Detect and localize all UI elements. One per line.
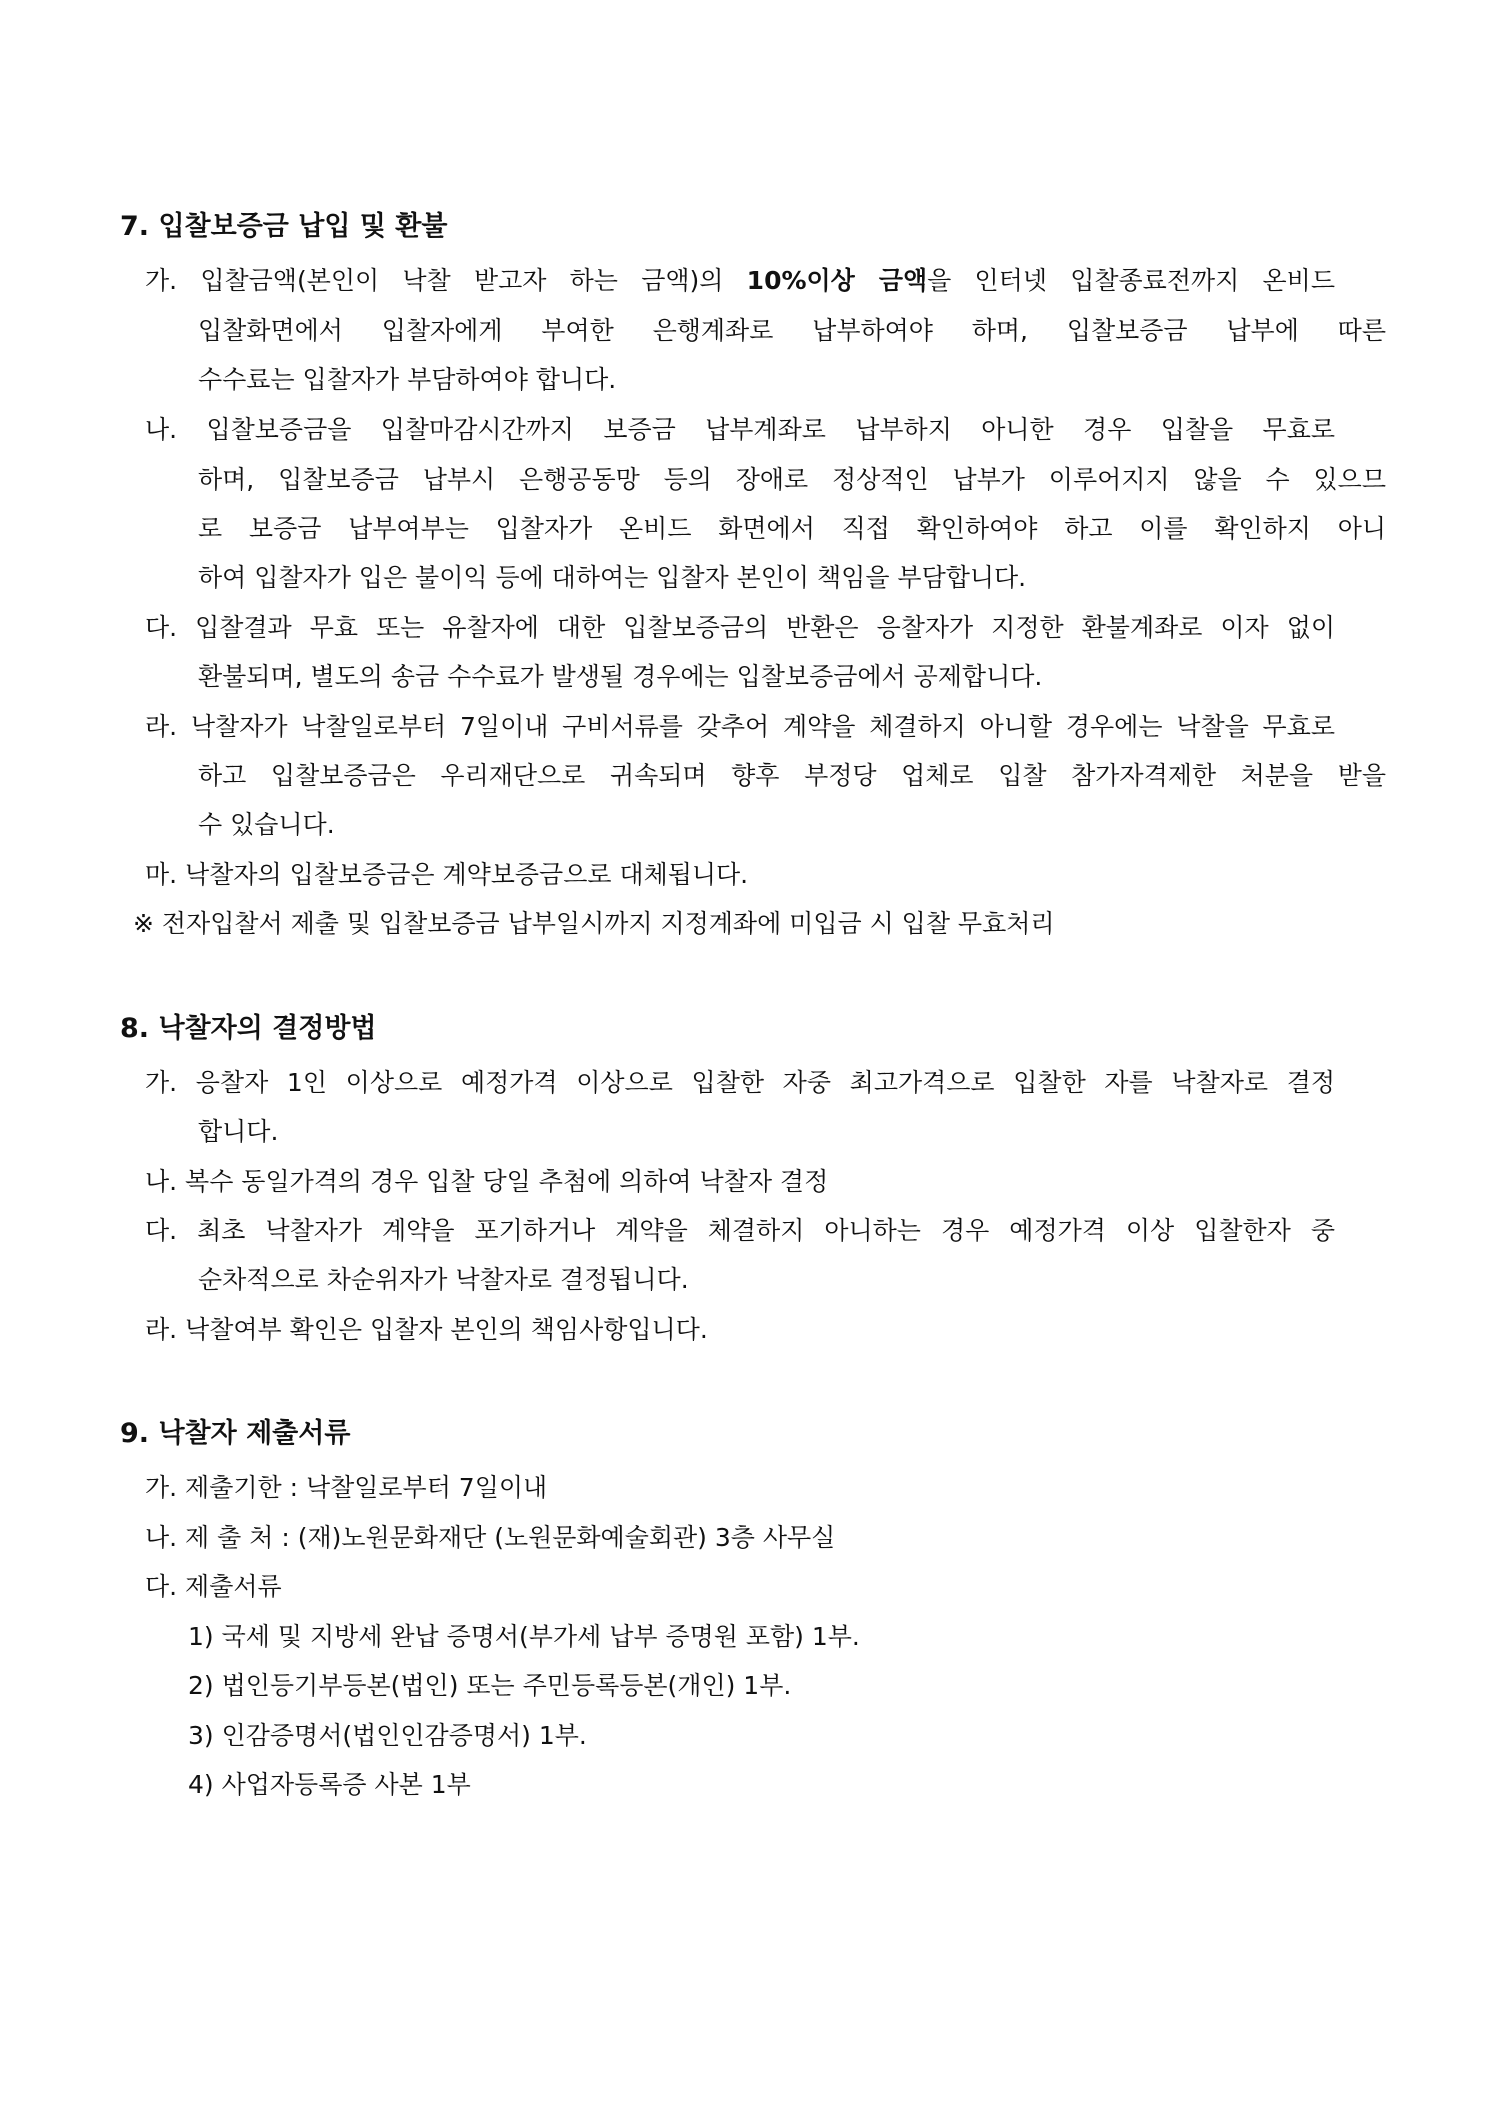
- section-title-9: 9. 낙찰자 제출서류: [120, 1418, 351, 1449]
- paragraph-line: 라. 낙찰자가 낙찰일로부터 7일이내 구비서류를 갖추어 계약을 체결하지 아니할 경우에는 낙찰을 무효로: [145, 712, 1335, 741]
- paragraph-line: 나. 제 출 처 : (재)노원문화재단 (노원문화예술회관) 3층 사무실: [145, 1523, 836, 1552]
- paragraph-line: 하여 입찰자가 입은 불이익 등에 대하여는 입찰자 본인이 책임을 부담합니다.: [198, 563, 1027, 592]
- paragraph-line: 순차적으로 차순위자가 낙찰자로 결정됩니다.: [198, 1265, 689, 1294]
- paragraph-line: 다. 제출서류: [145, 1572, 282, 1601]
- paragraph-line: 가. 제출기한 : 낙찰일로부터 7일이내: [145, 1473, 548, 1502]
- paragraph-line: 로 보증금 납부여부는 입찰자가 온비드 화면에서 직접 확인하여야 하고 이를 확인하지 아니: [198, 514, 1386, 543]
- emphasis-text: 10%이상 금액: [746, 266, 928, 295]
- paragraph-line: 하며, 입찰보증금 납부시 은행공동망 등의 장애로 정상적인 납부가 이루어지지 않을 수 있으므: [198, 465, 1386, 494]
- paragraph-line: 수수료는 입찰자가 부담하여야 합니다.: [198, 365, 617, 394]
- section-title-7: 7. 입찰보증금 납입 및 환불: [120, 211, 448, 242]
- paragraph-line: 가. 입찰금액(본인이 낙찰 받고자 하는 금액)의 10%이상 금액을 인터넷 입찰종료전까지 온비드: [145, 266, 1335, 295]
- list-item: 3) 인감증명서(법인인감증명서) 1부.: [188, 1721, 587, 1750]
- paragraph-line: 다. 최초 낙찰자가 계약을 포기하거나 계약을 체결하지 아니하는 경우 예정가격 이상 입찰한자 중: [145, 1216, 1335, 1245]
- paragraph-line: 하고 입찰보증금은 우리재단으로 귀속되며 향후 부정당 업체로 입찰 참가자격제한 처분을 받을: [198, 761, 1386, 790]
- paragraph-line: 나. 입찰보증금을 입찰마감시간까지 보증금 납부계좌로 납부하지 아니한 경우 입찰을 무효로: [145, 415, 1335, 444]
- list-item: 1) 국세 및 지방세 완납 증명서(부가세 납부 증명원 포함) 1부.: [188, 1622, 860, 1651]
- paragraph-line: 입찰화면에서 입찰자에게 부여한 은행계좌로 납부하여야 하며, 입찰보증금 납부에 따른: [198, 316, 1386, 345]
- note-line: ※ 전자입찰서 제출 및 입찰보증금 납부일시까지 지정계좌에 미입금 시 입찰 무효처리: [133, 909, 1055, 938]
- paragraph-line: 다. 입찰결과 무효 또는 유찰자에 대한 입찰보증금의 반환은 응찰자가 지정한 환불계좌로 이자 없이: [145, 613, 1335, 642]
- paragraph-line: 라. 낙찰여부 확인은 입찰자 본인의 책임사항입니다.: [145, 1315, 708, 1344]
- paragraph-line: 수 있습니다.: [198, 810, 335, 839]
- paragraph-line: 마. 낙찰자의 입찰보증금은 계약보증금으로 대체됩니다.: [145, 860, 749, 889]
- paragraph-line: 합니다.: [198, 1117, 279, 1146]
- paragraph-line: 가. 응찰자 1인 이상으로 예정가격 이상으로 입찰한 자중 최고가격으로 입찰한 자를 낙찰자로 결정: [145, 1068, 1335, 1097]
- section-title-8: 8. 낙찰자의 결정방법: [120, 1013, 377, 1044]
- list-item: 4) 사업자등록증 사본 1부: [188, 1770, 471, 1799]
- paragraph-line: 환불되며, 별도의 송금 수수료가 발생될 경우에는 입찰보증금에서 공제합니다.: [198, 662, 1043, 691]
- list-item: 2) 법인등기부등본(법인) 또는 주민등록등본(개인) 1부.: [188, 1671, 792, 1700]
- paragraph-line: 나. 복수 동일가격의 경우 입찰 당일 추첨에 의하여 낙찰자 결정: [145, 1167, 829, 1196]
